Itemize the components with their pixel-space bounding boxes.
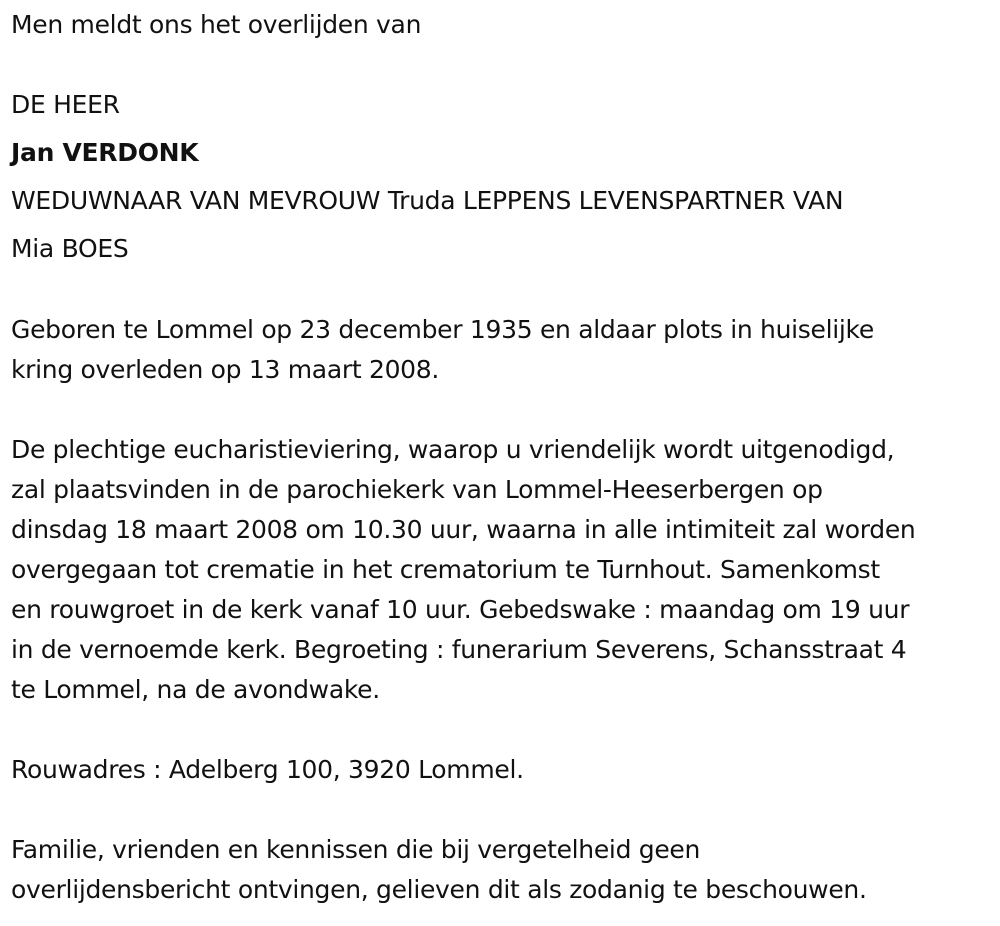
ceremony-paragraph <box>11 430 996 710</box>
ceremony-line: en rouwgroet in de kerk vanaf 10 uur. Gebedswake : maandag om 19 uur <box>11 595 910 624</box>
title-text: DE HEER <box>11 90 120 119</box>
closing-paragraph <box>11 830 996 910</box>
ceremony-line: dinsdag 18 maart 2008 om 10.30 uur, waarna in alle intimiteit zal worden <box>11 515 916 544</box>
birth-line: kring overleden op 13 maart 2008. <box>11 355 440 384</box>
birth-line: Geboren te Lommel op 23 december 1935 en aldaar plots in huiselijke <box>11 315 874 344</box>
deceased-name: Jan VERDONK <box>11 138 199 167</box>
ceremony-line: overgegaan tot crematie in het crematorium te Turnhout. Samenkomst <box>11 555 880 584</box>
ceremony-line: te Lommel, na de avondwake. <box>11 675 380 704</box>
closing-line: Familie, vrienden en kennissen die bij vergetelheid geen <box>11 835 701 864</box>
ceremony-line: zal plaatsvinden in de parochiekerk van Lommel-Heeserbergen op <box>11 475 823 504</box>
birth-paragraph <box>11 310 996 390</box>
relation-line-1: WEDUWNAAR VAN MEVROUW Truda LEPPENS LEVENSPARTNER VAN <box>11 186 844 215</box>
address-line: Rouwadres : Adelberg 100, 3920 Lommel. <box>11 755 524 784</box>
closing-line: overlijdensbericht ontvingen, gelieven dit als zodanig te beschouwen. <box>11 875 867 904</box>
ceremony-line: De plechtige eucharistieviering, waarop u vriendelijk wordt uitgenodigd, <box>11 435 895 464</box>
ceremony-line: in de vernoemde kerk. Begroeting : funerarium Severens, Schansstraat 4 <box>11 635 907 664</box>
address-paragraph <box>11 750 996 790</box>
relation-line-2: Mia BOES <box>11 234 129 263</box>
intro-text: Men meldt ons het overlijden van <box>11 10 422 39</box>
